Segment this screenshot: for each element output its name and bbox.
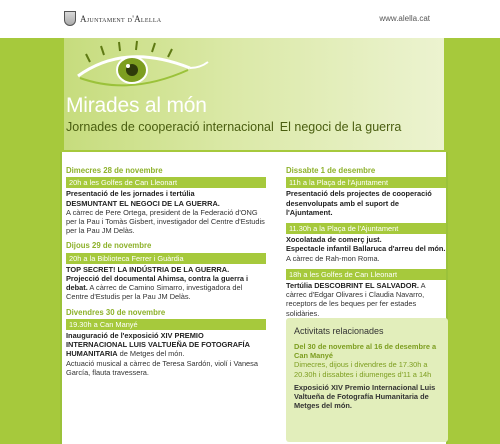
time-place: 20h a les Golfes de Can Lleonart [66, 177, 266, 188]
subtitle-main: Jornades de cooperació internacional [66, 120, 274, 134]
related-date: Del 30 de novembre al 16 de desembre a Can Manyé [294, 342, 437, 361]
event-title: Mirades al món [66, 94, 207, 117]
event-subtitle [66, 120, 401, 134]
event-text: A càrrec d'Edgar Olivares i Claudia Navarro, receptors de les beques per fer estades solidàries. [286, 281, 426, 318]
program-left-column [66, 166, 266, 383]
time-place: 11h a la Plaça de l'Ajuntament [286, 177, 446, 188]
event-bold: Projecció del documental Ahimsa, contra la guerra i debat. [66, 274, 249, 293]
event-text: A càrrec de Pere Ortega, president de la Federació d'ONG per la Pau i Tomàs Gisbert, investigador del Centre d'Estudis per la Pau JM Delàs. [66, 207, 265, 236]
day-heading: Dissabte 1 de desembre [286, 166, 376, 175]
program-right-column [286, 166, 446, 324]
hero-banner [0, 38, 500, 150]
event-bold: Presentació dels projectes de cooperació desenvolupats amb el suport de l'Ajuntament. [286, 189, 432, 217]
program-content [60, 152, 448, 444]
event-bold: TOP SECRET! LA INDÚSTRIA DE LA GUERRA. [66, 264, 230, 274]
event-text: de Metges del món. [119, 349, 185, 359]
event-text: A càrrec de Rah-mon Roma. [286, 253, 380, 263]
crest-icon [64, 11, 76, 26]
event-bold: Tertúlia DESCOBRINT EL SALVADOR. [286, 281, 419, 291]
event-day-3 [66, 308, 266, 377]
day-heading: Divendres 30 de novembre [66, 307, 166, 317]
time-place: 19.30h a Can Manyé [66, 319, 266, 330]
event-bold: DESMUNTANT EL NEGOCI DE LA GUERRA. [66, 198, 220, 208]
municipal-logo [64, 11, 161, 26]
event-text: Actuació musical a càrrec de Teresa Sardón, violí i Vanesa García, flauta travessera. [66, 358, 258, 377]
day-heading: Dimecres 28 de novembre [66, 166, 163, 175]
event-slot-1 [286, 177, 446, 217]
event-text: A càrrec de Camino Simarro, investigadora del Centre d'Estudis per la Pau JM Delàs. [66, 283, 243, 302]
event-bold: Inauguració de l'exposició XIV PREMIO INTERNACIONAL LUIS VALTUEÑA DE FOTOGRAFÍA HUMANITARIA [66, 331, 250, 359]
event-bold: Xocolatada de comerç just. [286, 235, 382, 245]
event-slot-2 [286, 223, 446, 263]
related-bold-end: de Metges del món. [294, 392, 429, 411]
event-bold: Espectacle infantil Ballaruca d'arreu del món. [286, 244, 446, 254]
subtitle-theme: El negoci de la guerra [279, 120, 402, 134]
time-place: 18h a les Golfes de Can Lleonart [286, 269, 446, 280]
eye-icon [70, 38, 220, 98]
event-day-1 [66, 166, 266, 235]
logo-text: Ajuntament d'Alella [80, 13, 162, 24]
top-bar [0, 0, 500, 38]
related-hours: Dimecres, dijous i divendres de 17.30h a 20.30h i dissabtes i diumenges d'11 a 14h [294, 360, 432, 379]
time-place: 11.30h a la Plaça de l'Ajuntament [286, 223, 446, 234]
related-activities-box [286, 318, 448, 442]
event-bold: Presentació de les jornades i tertúlia [66, 189, 195, 199]
day-heading: Dijous 29 de novembre [66, 241, 152, 251]
related-title: Activitats relacionades [294, 326, 384, 336]
time-place: 20h a la Biblioteca Ferrer i Guàrdia [66, 253, 266, 264]
event-slot-3 [286, 269, 446, 318]
website-url: www.alella.cat [379, 14, 430, 23]
related-body [294, 342, 444, 410]
related-bold: Exposició XIV Premio Internacional Luis Valtueña de Fotografía Humanitaria [294, 382, 436, 402]
event-day-2 [66, 241, 266, 301]
